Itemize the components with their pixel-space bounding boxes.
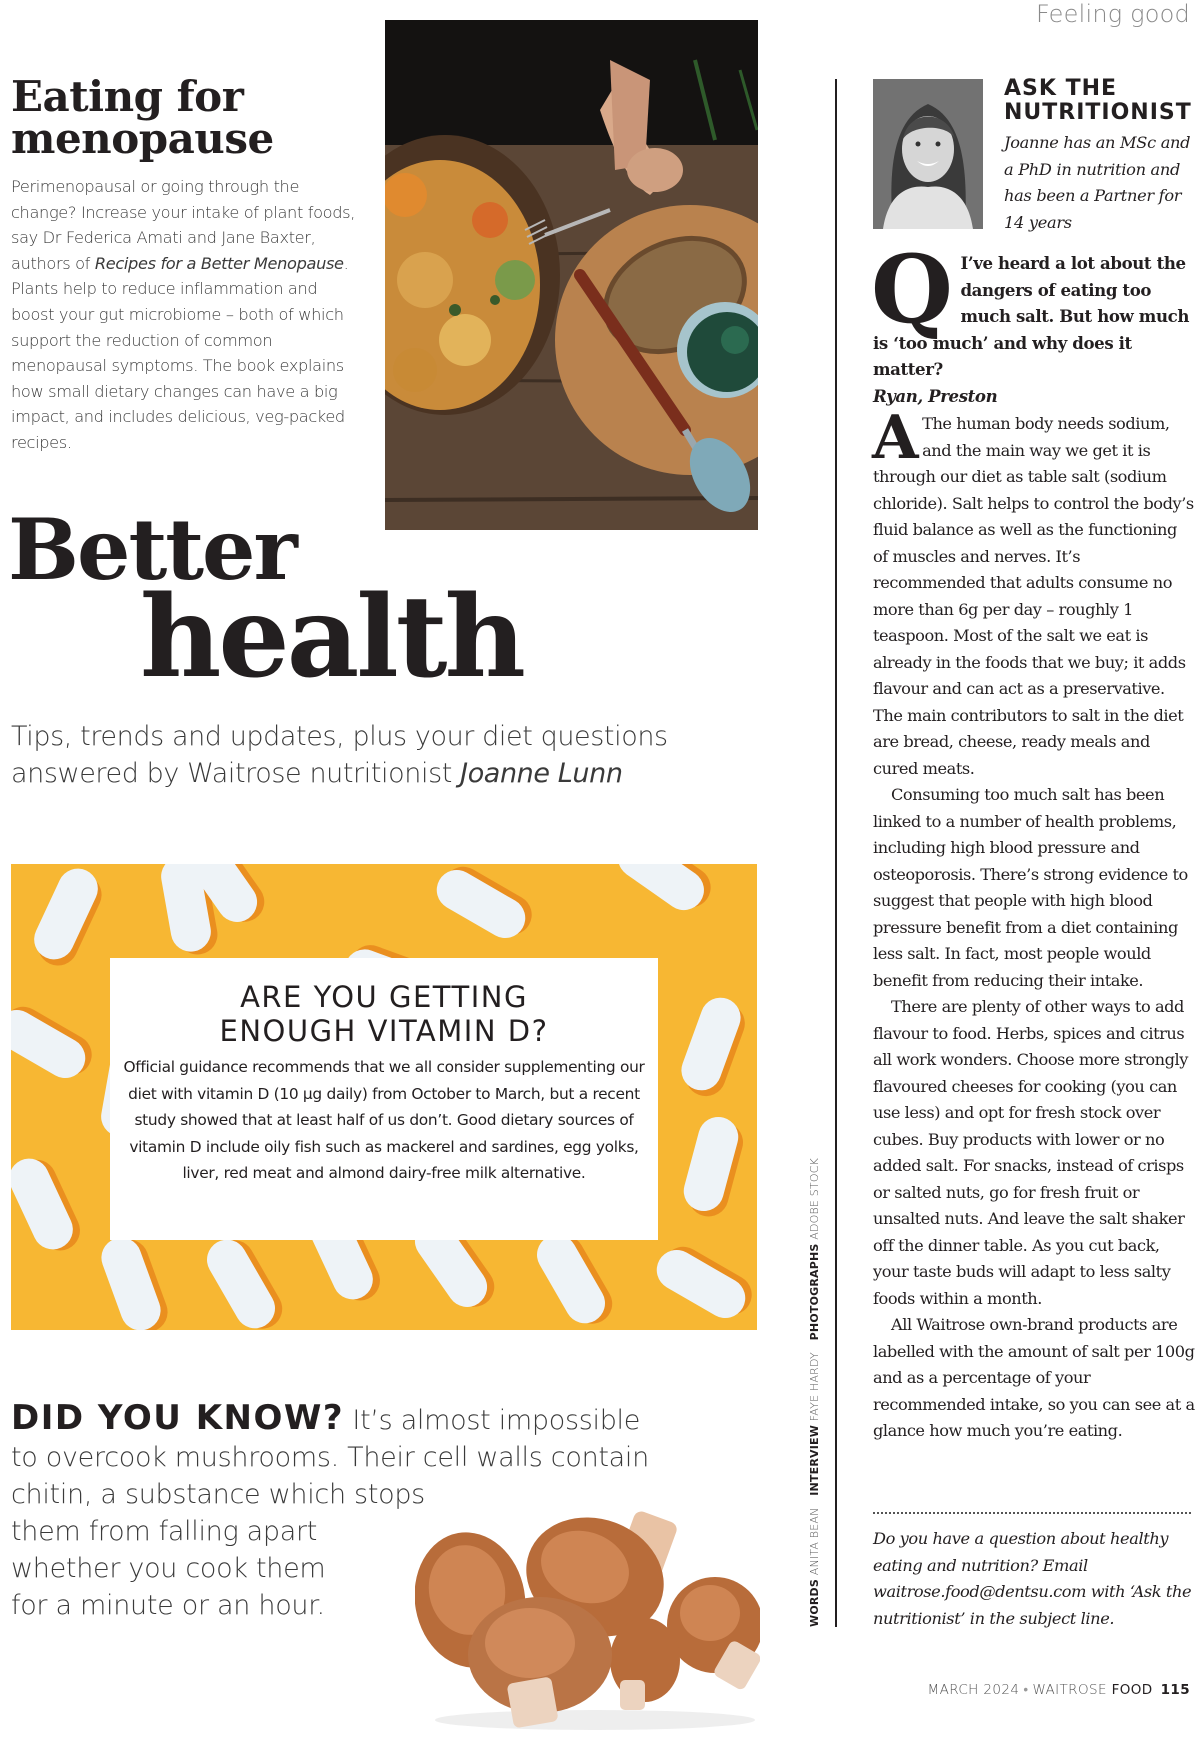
section-tag: Feeling good: [1035, 0, 1190, 28]
credit-role: PHOTOGRAPHS: [808, 1243, 821, 1341]
credit-name: FAYE HARDY: [808, 1352, 821, 1422]
answer-paragraph-text: The human body needs sodium, and the main way we get it is through our diet as table salt (sodium chloride). Salt helps to control the body’s fluid balance as well as the functioning of muscles and nerves. It’s recommended that adults consume no more than 6g per day – roughly 1 teaspoon. Most of the salt we eat is already in the foods that we buy; it adds flavour and can act as a preservative. The main contributors to salt in the diet are bread, cheese, ready meals and cured meats.: [873, 414, 1194, 778]
ask-nutritionist-title-line1: ASK THE: [1004, 76, 1118, 101]
mushroom-image: [415, 1495, 760, 1735]
question-text: I’ve heard a lot about the dangers of eating too much salt. But how much is ‘too much’ and why does it matter?: [873, 253, 1189, 379]
reader-question: [871, 235, 1195, 409]
cta-email-link[interactable]: waitrose.food@dentsu.com: [873, 1582, 1087, 1601]
credit-name: ANITA BEAN: [808, 1507, 821, 1576]
cta-text: Do you have a question about healthy eating and nutrition? Email: [873, 1529, 1169, 1575]
food-photo-illustration: [385, 20, 758, 530]
page-number: 115: [1160, 1682, 1190, 1698]
nutritionist-portrait: [873, 79, 983, 229]
nutritionist-bio: Joanne has an MSc and a PhD in nutrition and has been a Partner for 14 years: [1004, 133, 1191, 232]
answer-paragraph: All Waitrose own-brand products are labelled with the amount of salt per 100g and as a percentage of your recommended intake, so you can see at a glance how much you’re eating.: [873, 1315, 1195, 1440]
answer-paragraph: There are plenty of other ways to add flavour to food. Herbs, spices and citrus all work wonders. Choose more strongly flavoured cheeses for cooking (you can use less) and opt for fresh stock over cubes. Buy products with lower or no added salt. For snacks, instead of crisps or salted nuts, go for fresh fruit or unsalted nuts. And leave the salt shaker off the dinner table. As you cut back, your taste buds will adapt to less salty foods within a month.: [873, 997, 1188, 1308]
credit-name: ADOBE STOCK: [808, 1157, 821, 1240]
did-you-know-line6: for a minute or an hour.: [11, 1590, 325, 1621]
mushroom-illustration: [415, 1495, 760, 1735]
menopause-body-part1: Perimenopausal or going through the change? Increase your intake of plant foods, say Dr Federica Amati and Jane Baxter, authors of: [11, 177, 356, 273]
menopause-headline-line1: Eating for: [11, 72, 244, 121]
photo-credits: [808, 1150, 821, 1627]
credit-role: WORDS: [808, 1578, 821, 1627]
menopause-headline-line2: menopause: [11, 114, 274, 163]
issue-date: MARCH 2024: [927, 1682, 1020, 1698]
cta-text-end: with ‘Ask the nutritionist’ in the subject line.: [873, 1582, 1192, 1628]
menopause-headline: [11, 72, 371, 163]
did-you-know-line4: them from falling apart: [11, 1516, 318, 1547]
nutritionist-name: Joanne Lunn: [460, 758, 623, 789]
vitamin-d-body: Official guidance recommends that we all consider supplementing our diet with vitamin D (10 µg daily) from October to March, but a recent study showed that at least half of us don’t. Good dietary sources of vitamin D include oily fish such as mackerel and sardines, egg yolks, liver, red meat and almond dairy-free milk alternative.: [123, 1058, 645, 1182]
food-photo: [385, 20, 758, 530]
nutritionist-answer: [872, 403, 1195, 1445]
did-you-know-line1: It’s almost impossible: [344, 1405, 641, 1436]
answer-paragraph: Consuming too much salt has been linked to a number of health problems, including high blood pressure and osteoporosis. There’s strong evidence to suggest that people with high blood pressure benefit from a diet containing less salt. In fact, most people would benefit from reducing their intake.: [873, 785, 1188, 990]
magazine-brand: WAITROSE: [1032, 1682, 1107, 1698]
submit-question-cta: [873, 1526, 1195, 1632]
ask-nutritionist-title-line2: NUTRITIONIST: [1004, 100, 1192, 125]
column-divider: [835, 79, 837, 1627]
masthead-subtitle-text: Tips, trends and updates, plus your diet questions answered by Waitrose nutritionist: [11, 721, 668, 789]
did-you-know-line2: to overcook mushrooms. Their cell walls contain: [11, 1442, 649, 1473]
did-you-know-lead: DID YOU KNOW?: [11, 1398, 345, 1438]
vitamin-d-title-line2: ENOUGH VITAMIN D?: [219, 1014, 549, 1048]
portrait-illustration: [873, 79, 983, 229]
did-you-know-line5: whether you cook them: [11, 1553, 326, 1584]
answer-dropcap: A: [872, 403, 919, 473]
question-asker: Ryan, Preston: [873, 385, 998, 406]
masthead-subtitle: [11, 718, 751, 792]
credit-role: INTERVIEW: [808, 1424, 821, 1496]
question-dropcap: Q: [871, 235, 953, 345]
menopause-body-part2: . Plants help to reduce inflammation and boost your gut microbiome – both of which support the reduction of common menopausal symptoms. The book explains how small dietary changes can have a big impact, and includes delicious, veg-packed recipes.: [11, 253, 349, 452]
did-you-know-line3: chitin, a substance which stops: [11, 1479, 425, 1510]
menopause-body: [11, 174, 361, 456]
vitamin-d-title: [110, 980, 658, 1048]
dotted-divider: [873, 1512, 1191, 1514]
ask-nutritionist-title: [1004, 77, 1194, 125]
magazine-brand-food: FOOD: [1111, 1682, 1153, 1698]
book-title: Recipes for a Better Menopause: [94, 253, 344, 273]
masthead-line1: Better: [8, 500, 296, 599]
answer-paragraph: [872, 403, 1195, 782]
vitamin-d-callout: [110, 958, 658, 1240]
bullet-separator: •: [1023, 1682, 1029, 1698]
masthead-line2: health: [140, 572, 523, 703]
vitamin-d-title-line1: ARE YOU GETTING: [240, 980, 528, 1014]
page-footer: [880, 1682, 1190, 1698]
